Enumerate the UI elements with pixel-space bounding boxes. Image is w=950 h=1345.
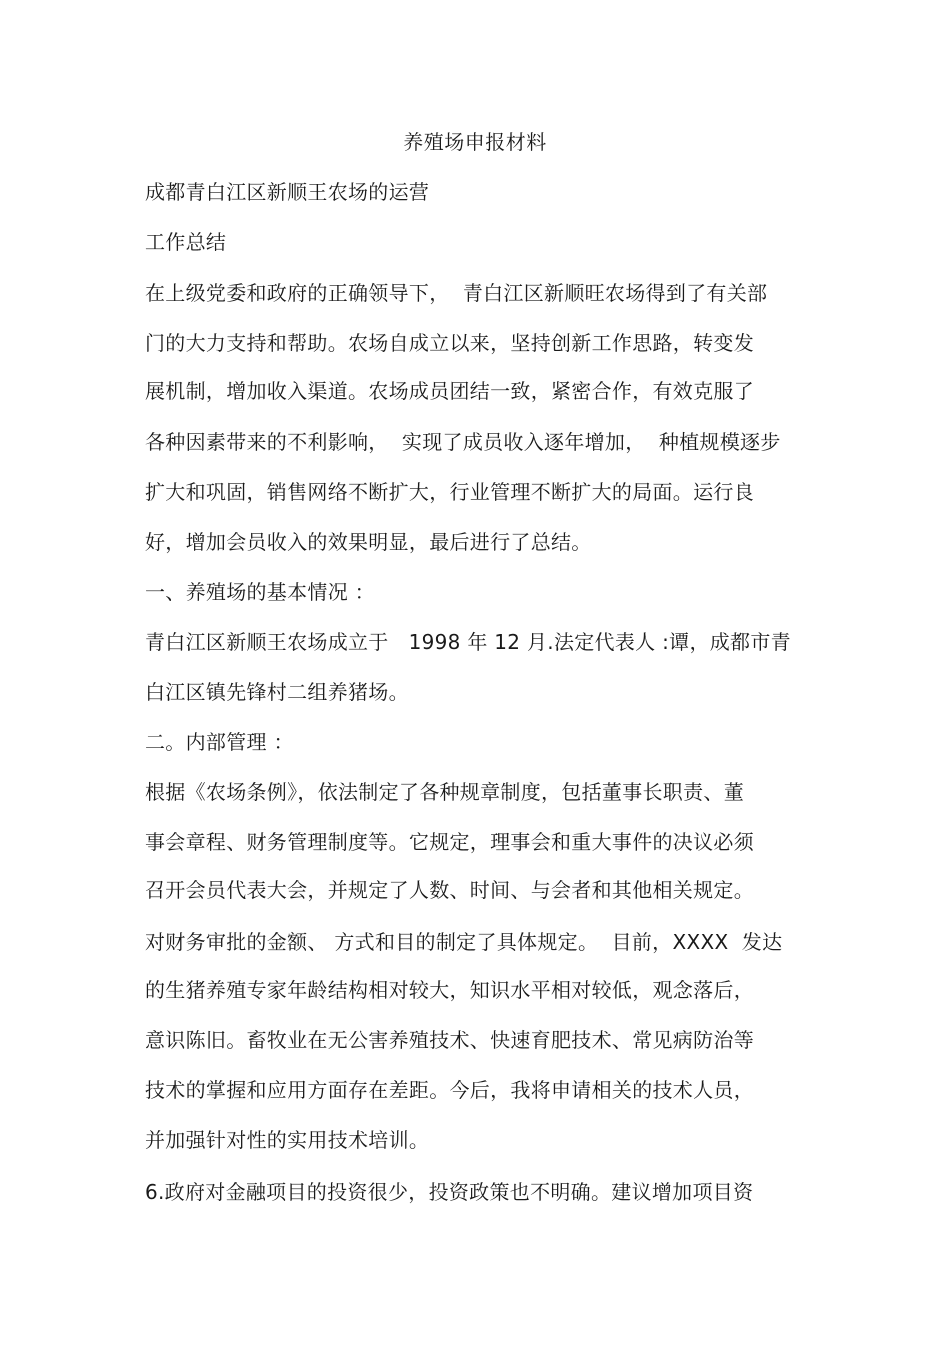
paragraph-line: 成都青白江区新顺王农场的运营 <box>145 180 430 204</box>
paragraph-line: 6.政府对金融项目的投资很少，投资政策也不明确。建议增加项目资 <box>145 1180 754 1204</box>
paragraph-line: 白江区镇先锋村二组养猪场。 <box>145 680 409 704</box>
document-title: 养殖场申报材料 <box>403 130 547 154</box>
paragraph-line: 在上级党委和政府的正确领导下， 青白江区新顺旺农场得到了有关部 <box>145 281 768 305</box>
paragraph-line: 好，增加会员收入的效果明显，最后进行了总结。 <box>145 530 592 554</box>
paragraph-line: 对财务审批的金额、 方式和目的制定了具体规定。 目前，XXXX 发达 <box>145 930 783 954</box>
paragraph-line: 扩大和巩固，销售网络不断扩大，行业管理不断扩大的局面。运行良 <box>145 480 754 504</box>
paragraph-line: 青白江区新顺王农场成立于 1998 年 12 月.法定代表人 :谭，成都市青 <box>145 630 791 654</box>
paragraph-line: 意识陈旧。畜牧业在无公害养殖技术、快速育肥技术、常见病防治等 <box>145 1028 754 1052</box>
paragraph-line: 技术的掌握和应用方面存在差距。今后，我将申请相关的技术人员， <box>145 1078 754 1102</box>
paragraph-line: 并加强针对性的实用技术培训。 <box>145 1128 430 1152</box>
paragraph-line: 召开会员代表大会，并规定了人数、时间、与会者和其他相关规定。 <box>145 878 754 902</box>
paragraph-line: 事会章程、财务管理制度等。它规定，理事会和重大事件的决议必须 <box>145 830 754 854</box>
paragraph-line: 根据《农场条例》，依法制定了各种规章制度，包括董事长职责、董 <box>145 780 744 804</box>
paragraph-line: 门的大力支持和帮助。农场自成立以来，坚持创新工作思路，转变发 <box>145 331 754 355</box>
paragraph-line: 各种因素带来的不利影响， 实现了成员收入逐年增加， 种植规模逐步 <box>145 430 781 454</box>
section-heading: 二。内部管理 ： <box>145 730 294 754</box>
paragraph-line: 的生猪养殖专家年龄结构相对较大，知识水平相对较低，观念落后， <box>145 978 754 1002</box>
paragraph-line: 展机制，增加收入渠道。农场成员团结一致，紧密合作，有效克服了 <box>145 379 754 403</box>
paragraph-line: 工作总结 <box>145 230 227 254</box>
section-heading: 一、养殖场的基本情况 ： <box>145 580 375 604</box>
